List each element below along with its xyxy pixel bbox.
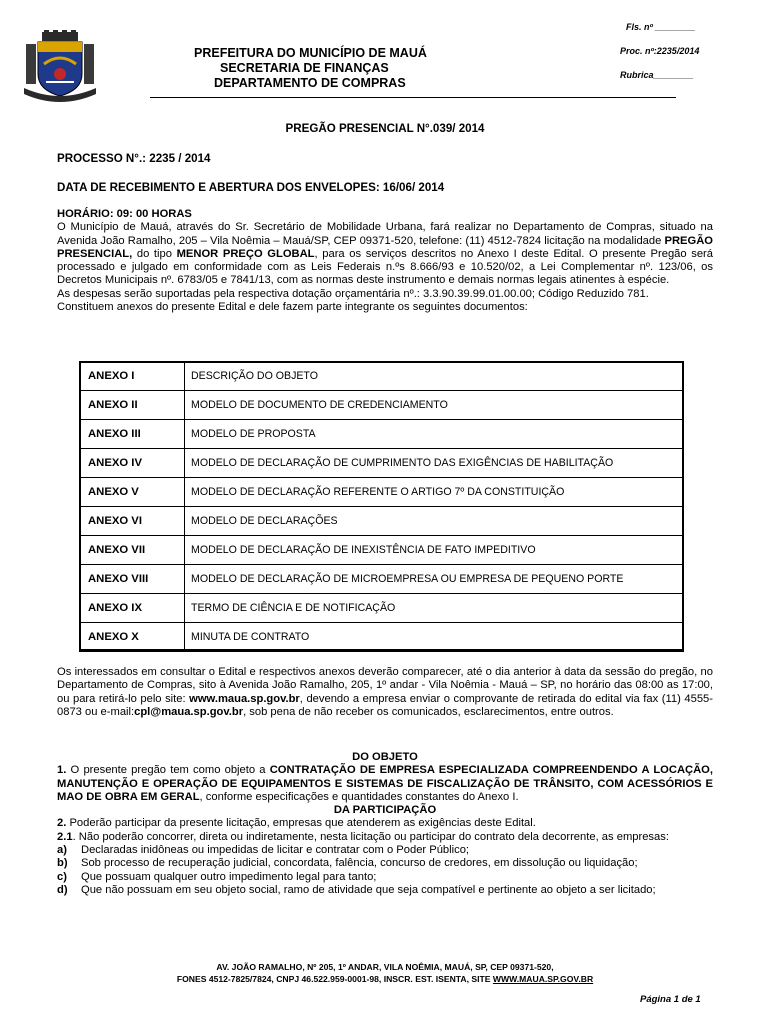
- annex-description: MODELO DE DECLARAÇÃO DE INEXISTÊNCIA DE FATO IMPEDITIVO: [185, 536, 684, 565]
- restriction-text: Declaradas inidôneas ou impedidas de licitar e contratar com o Poder Público;: [81, 844, 470, 857]
- annex-code: ANEXO VII: [80, 536, 185, 565]
- annex-row: [80, 391, 684, 420]
- website-link[interactable]: www.maua.sp.gov.br: [189, 692, 300, 705]
- restriction-item: [57, 844, 713, 857]
- annex-row: [80, 623, 684, 652]
- annex-code: ANEXO III: [80, 420, 185, 449]
- object-paragraph: [57, 764, 713, 804]
- opening-time: HORÁRIO: 09: 00 HORAS: [57, 208, 192, 220]
- footer-website-link[interactable]: WWW.MAUA.SP.GOV.BR: [492, 974, 594, 984]
- budget-paragraph: As despesas serão suportadas pela respectiva dotação orçamentária nº.: 3.3.90.39.99.01.00.00; Código Reduzido 781.: [57, 287, 649, 300]
- process-number: PROCESSO N°.: 2235 / 2014: [57, 152, 211, 165]
- restriction-item: [57, 871, 713, 884]
- annex-description: TERMO DE CIÊNCIA E DE NOTIFICAÇÃO: [185, 594, 684, 623]
- annex-row: [80, 478, 684, 507]
- clause-2-number: 2.: [57, 817, 67, 830]
- object-description: CONTRATAÇÃO DE EMPRESA ESPECIALIZADA COMPREENDENDO A LOCAÇÃO, MANUTENÇÃO E OPERAÇÃO DE EQUIPAMENTOS E SISTEMAS DE FISCALIZAÇÃO DE TRÂNSITO, COM ACESSÓRIOS E MAO DE OBRA EM GERAL: [57, 764, 713, 803]
- footer-address: AV. JOÃO RAMALHO, Nº 205, 1º ANDAR, VILA NOÊMIA, MAUÁ, SP, CEP 09371-520,: [216, 962, 554, 972]
- page-number: Página 1 de 1: [640, 994, 701, 1005]
- intro-text-1: O Município de Mauá, através do Sr. Secretário de Mobilidade Urbana, fará realizar no Departamento de Compras, situado na Avenida João Ramalho, 205 – Vila Noêmia – Mauá/SP, CEP 09371-520, telefone: (11) 4512-7824 licitação na modalidade: [57, 221, 713, 247]
- folio-number: Fls. nº ________: [626, 22, 696, 32]
- annex-description: MODELO DE DOCUMENTO DE CREDENCIAMENTO: [185, 391, 684, 420]
- clause-2-text: Poderão participar da presente licitação, empresas que atenderem as exigências deste Edital.: [66, 817, 536, 830]
- restriction-letter: c): [57, 870, 67, 883]
- intro-paragraph: [57, 221, 713, 287]
- annex-table: [79, 361, 684, 652]
- annex-description: MODELO DE PROPOSTA: [185, 420, 684, 449]
- annex-row: [80, 565, 684, 594]
- annex-code: ANEXO VIII: [80, 565, 185, 594]
- annex-row: [80, 536, 684, 565]
- restriction-letter: b): [57, 857, 68, 870]
- annexes-intro: Constituem anexos do presente Edital e dele fazem parte integrante os seguintes documentos:: [57, 301, 528, 314]
- document-title: PREGÃO PRESENCIAL N°.039/ 2014: [285, 122, 485, 135]
- clause-2: [57, 817, 713, 830]
- annex-description: MODELO DE DECLARAÇÃO DE MICROEMPRESA OU EMPRESA DE PEQUENO PORTE: [185, 565, 684, 594]
- annex-code: ANEXO IV: [80, 449, 185, 478]
- intro-text-3: , para os serviços descritos no Anexo I deste Edital. O presente Pregão será processado e julgado em conformidade com as Leis Federais n.ºs 8.666/93 e 10.520/02, a Lei Complementar nº. 123/06, os Decretos Municipais nº. 6783/05 e 7841/13, com as normas deste instrumento e demais normas legais atinentes à espécie.: [57, 247, 714, 287]
- restriction-item: [57, 857, 713, 870]
- restriction-text: Que possuam qualquer outro impedimento legal para tanto;: [81, 870, 377, 883]
- restriction-letter: d): [57, 883, 68, 896]
- clause-2-1-text: . Não poderão concorrer, direta ou indiretamente, nesta licitação ou participar do contrato dela decorrente, as empresas:: [72, 830, 669, 843]
- modality-text: PREGÃO PRESENCIAL,: [57, 234, 713, 260]
- intro-section: [57, 208, 713, 314]
- clause-2-1: [57, 831, 713, 844]
- consult-paragraph: [57, 666, 713, 719]
- type-text: MENOR PREÇO GLOBAL: [176, 247, 315, 260]
- annex-description: MODELO DE DECLARAÇÃO DE CUMPRIMENTO DAS EXIGÊNCIAS DE HABILITAÇÃO: [185, 449, 684, 478]
- municipal-crest-icon: [24, 30, 96, 102]
- object-heading: DO OBJETO: [352, 751, 418, 763]
- object-text-2: , conforme especificações e quantidades constantes do Anexo I.: [199, 790, 519, 803]
- restriction-text: Que não possuam em seu objeto social, ramo de atividade que seja compatível e pertinente ao objeto a ser licitado;: [81, 883, 656, 896]
- annex-code: ANEXO I: [80, 362, 185, 391]
- object-section: [57, 751, 713, 897]
- consult-text-2: , devendo a empresa enviar o comprovante de retirada do edital via fax (11) 4555-0873 ou e-mail:: [57, 692, 713, 718]
- annex-code: ANEXO IX: [80, 594, 185, 623]
- annex-code: ANEXO V: [80, 478, 185, 507]
- intro-text-2: do tipo: [132, 247, 177, 260]
- annex-description: DESCRIÇÃO DO OBJETO: [185, 362, 684, 391]
- annex-row: [80, 362, 684, 391]
- footer-contacts: [57, 974, 713, 985]
- rubric-field: Rubrica________: [620, 70, 694, 80]
- annex-code: ANEXO X: [80, 623, 185, 652]
- participation-heading: DA PARTICIPAÇÃO: [333, 804, 437, 817]
- header-secretariat: SECRETARIA DE FINANÇAS: [220, 61, 389, 75]
- opening-date: DATA DE RECEBIMENTO E ABERTURA DOS ENVELOPES: 16/06/ 2014: [57, 181, 445, 194]
- object-text-1: O presente pregão tem como objeto a: [66, 764, 270, 777]
- clause-1-number: 1.: [57, 764, 67, 777]
- annex-description: MINUTA DE CONTRATO: [185, 623, 684, 652]
- header-municipality: PREFEITURA DO MUNICÍPIO DE MAUÁ: [194, 46, 427, 60]
- annex-description: MODELO DE DECLARAÇÕES: [185, 507, 684, 536]
- consult-text-3: , sob pena de não receber os comunicados, esclarecimentos, entre outros.: [243, 705, 614, 718]
- header-titles: [150, 46, 520, 91]
- annex-row: [80, 507, 684, 536]
- annex-row: [80, 420, 684, 449]
- restriction-text: Sob processo de recuperação judicial, concordata, falência, concurso de credores, em dissolução ou liquidação;: [81, 857, 638, 870]
- consult-text-1: Os interessados em consultar o Edital e respectivos anexos deverão comparecer, até o dia anterior à data da sessão do pregão, no Departamento de Compras, sito à Avenida João Ramalho, 205, 1º andar - Vila Noêmia - Mauá – SP, no horário das 08:00 as 17:00, ou para retirá-lo pelo site:: [57, 666, 713, 705]
- restriction-letter: a): [57, 844, 67, 857]
- header-department: DEPARTAMENTO DE COMPRAS: [214, 76, 406, 90]
- annex-row: [80, 449, 684, 478]
- restriction-list: [57, 844, 713, 897]
- clause-2-1-number: 2.1: [57, 830, 73, 843]
- annex-description: MODELO DE DECLARAÇÃO REFERENTE O ARTIGO 7º DA CONSTITUIÇÃO: [185, 478, 684, 507]
- footer-contacts-text: FONES 4512-7825/7824, CNPJ 46.522.959-0001-98, INSCR. EST. ISENTA, SITE: [176, 974, 493, 984]
- annex-code: ANEXO II: [80, 391, 185, 420]
- header-divider: [150, 97, 676, 98]
- process-reference: Proc. nº:2235/2014: [620, 46, 700, 56]
- annex-code: ANEXO VI: [80, 507, 185, 536]
- restriction-item: [57, 884, 713, 897]
- annex-row: [80, 594, 684, 623]
- email-link[interactable]: cpl@maua.sp.gov.br: [134, 705, 244, 718]
